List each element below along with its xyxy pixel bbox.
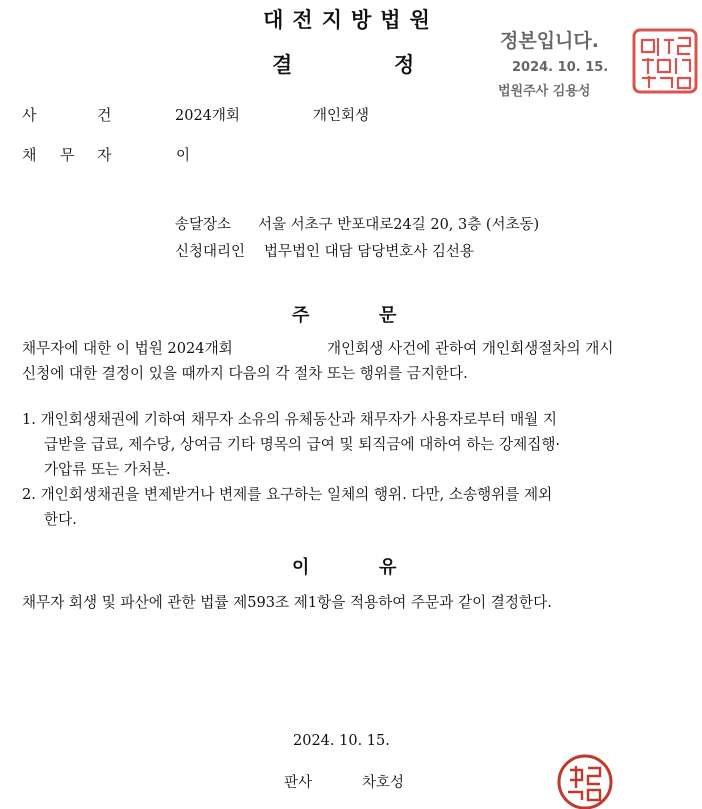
reason-text: 채무자 회생 및 파산에 관한 법률 제593조 제1항을 적용하여 주문과 같이 결정한다. — [22, 594, 552, 611]
judge-seal-stamp — [556, 752, 614, 809]
order-heading-char-2: 문 — [379, 305, 397, 326]
case-label-char-2: 건 — [97, 106, 112, 124]
certification-title: 정본입니다. — [500, 30, 599, 52]
case-number: 2024개회 — [175, 108, 240, 124]
case-label-char-1: 사 — [22, 106, 37, 124]
judge-title: 판사 — [284, 775, 313, 791]
reason-heading-char-2: 유 — [379, 557, 397, 578]
agent-name: 법무법인 대담 담당변호사 김선용 — [264, 244, 474, 260]
doc-type-char-1: 결 — [272, 53, 293, 77]
court-seal-stamp — [632, 28, 698, 94]
order-item-1-line-1: 1. 개인회생채권에 기하여 채무자 소유의 유체동산과 채무자가 사용자로부터 매월 지 — [22, 411, 557, 428]
order-intro-part-1: 채무자에 대한 이 법원 2024개회 — [22, 340, 233, 357]
doc-type-char-2: 정 — [394, 53, 415, 77]
service-address-label: 송달장소 — [175, 217, 232, 233]
judge-name: 차호성 — [362, 775, 405, 791]
service-address: 서울 서초구 반포대로24길 20, 3층 (서초동) — [258, 217, 540, 233]
order-item-2-line-2: 한다. — [44, 511, 77, 528]
order-intro-line-2: 신청에 대한 결정이 있을 때까지 다음의 각 절차 또는 행위를 금지한다. — [22, 365, 468, 382]
order-item-1-line-2: 급받을 급료, 제수당, 상여금 기타 명목의 급여 및 퇴직금에 대하여 하는 강제집행· — [44, 436, 561, 453]
debtor-name: 이 — [176, 148, 191, 164]
certification-date: 2024. 10. 15. — [512, 60, 609, 75]
agent-label: 신청대리인 — [175, 244, 246, 260]
decision-date: 2024. 10. 15. — [293, 733, 390, 749]
court-name: 대전지방법원 — [263, 8, 439, 32]
certification-clerk: 법원주사 김용성 — [498, 84, 591, 99]
order-item-2-line-1: 2. 개인회생채권을 변제받거나 변제를 요구하는 일체의 행위. 다만, 소송행위를 제외 — [22, 486, 553, 503]
debtor-label-char-3: 자 — [97, 146, 112, 164]
debtor-label-char-2: 무 — [60, 146, 75, 164]
order-intro-part-2: 개인회생 사건에 관하여 개인회생절차의 개시 — [327, 340, 614, 357]
case-type: 개인회생 — [313, 108, 370, 124]
order-item-1-line-3: 가압류 또는 가처분. — [44, 461, 171, 478]
debtor-label-char-1: 채 — [22, 146, 37, 164]
order-heading-char-1: 주 — [292, 305, 310, 326]
reason-heading-char-1: 이 — [292, 557, 310, 578]
